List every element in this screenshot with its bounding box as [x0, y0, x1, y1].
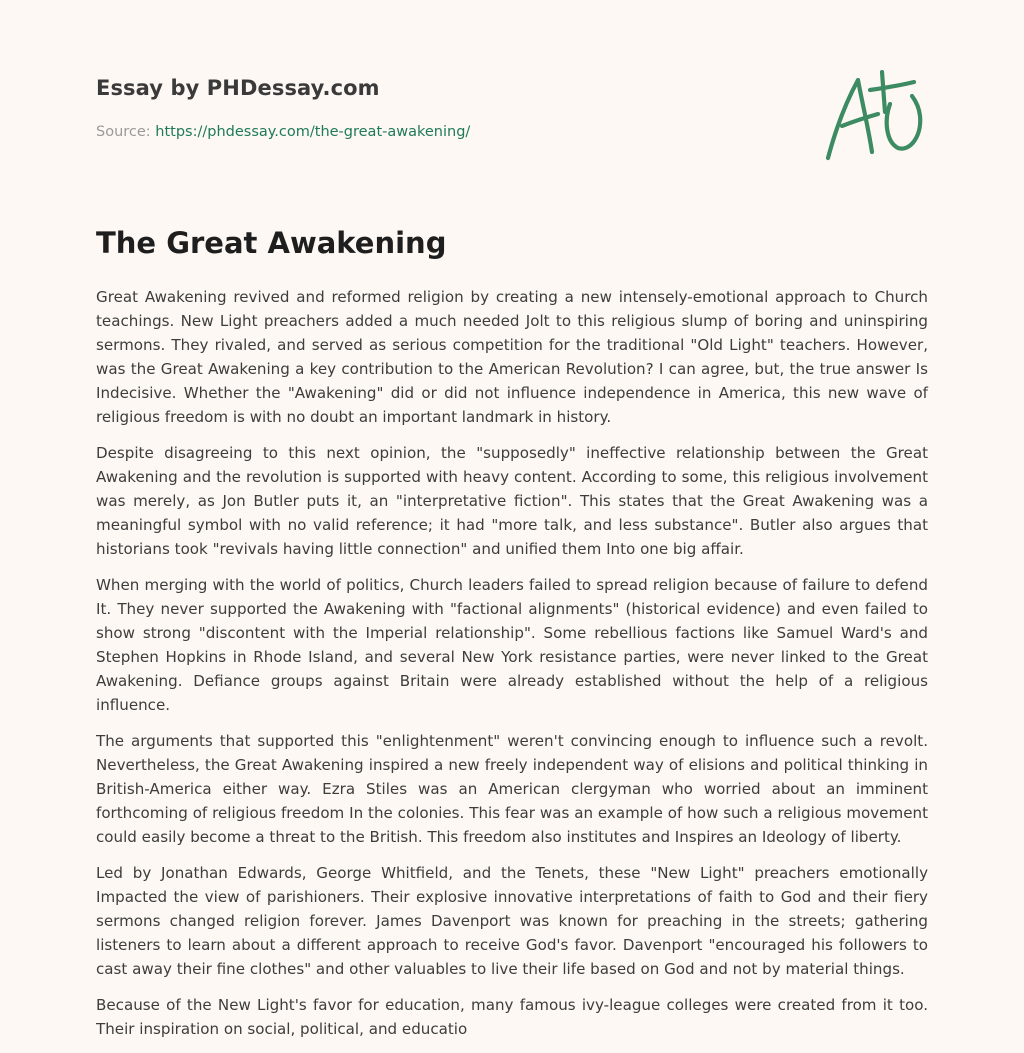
- essay-paragraph: Great Awakening revived and reformed religion by creating a new intensely-emotional approach to Church teachings. New Light preachers added a much needed Jolt to this religious slump of boring and uninspiring sermons. They rivaled, and served as serious competition for the traditional "Old Light" teachers. However, was the Great Awakening a key contribution to the American Revolution? I can agree, but, the true answer Is Indecisive. Whether the "Awakening" did or did not influence independence in America, this new wave of religious freedom is with no doubt an important landmark in history.: [96, 288, 928, 426]
- essay-paragraph: Led by Jonathan Edwards, George Whitfield, and the Tenets, these "New Light" preachers emotionally Impacted the view of parishioners. Their explosive innovative interpretations of faith to God and their fiery sermons changed religion forever. James Davenport was known for preaching in the streets; gathering listeners to learn about a different approach to receive God's favor. Davenport "encouraged his followers to cast away their fine clothes" and other valuables to live their life based on God and not by material things.: [96, 864, 928, 978]
- essay-paragraph: Despite disagreeing to this next opinion, the "supposedly" ineffective relationship between the Great Awakening and the revolution is supported with heavy content. According to some, this religious involvement was merely, as Jon Butler puts it, an "interpretative fiction". This states that the Great Awakening was a meaningful symbol with no valid reference; it had "more talk, and less substance". Butler also argues that historians took "revivals having little connection" and unified them Into one big affair.: [96, 444, 928, 558]
- essay-body: [96, 285, 928, 1053]
- essay-paragraph: Because of the New Light's favor for education, many famous ivy-league colleges were created from it too. Their inspiration on social, political, and educatio: [96, 996, 928, 1038]
- essay-paragraph: When merging with the world of politics, Church leaders failed to spread religion because of failure to defend It. They never supported the Awakening with "factional alignments" (historical evidence) and even failed to show strong "discontent with the Imperial relationship". Some rebellious factions like Samuel Ward's and Stephen Hopkins in Rhode Island, and several New York resistance parties, were never linked to the Great Awakening. Defiance groups against Britain were already established without the help of a religious influence.: [96, 576, 928, 714]
- site-title: Essay by PHDessay.com: [96, 76, 380, 100]
- a-plus-grade-icon: [818, 66, 930, 166]
- essay-title: The Great Awakening: [96, 226, 447, 260]
- source-label: Source:: [96, 124, 151, 140]
- source-link[interactable]: https://phdessay.com/the-great-awakening/: [155, 124, 471, 140]
- source-line: [96, 124, 470, 140]
- essay-paragraph: The arguments that supported this "enlightenment" weren't convincing enough to influence such a revolt. Nevertheless, the Great Awakening inspired a new freely independent way of elisions and political thinking in British-America either way. Ezra Stiles was an American clergyman who worried about an imminent forthcoming of religious freedom In the colonies. This fear was an example of how such a religious movement could easily become a threat to the British. This freedom also institutes and Inspires an Ideology of liberty.: [96, 732, 928, 846]
